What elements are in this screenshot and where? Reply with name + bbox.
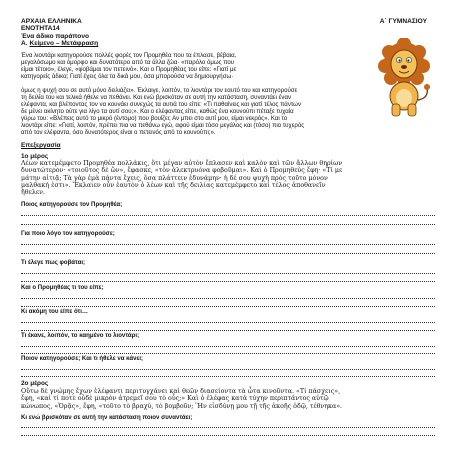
section-title bbox=[21, 40, 435, 47]
translation-line: δε μένει ακίνητο ούτε για λίγο τα αυτί σου;». Και ο ελέφαντας είπε, καθώς ένα κουνούπι πέταξε τυχαία bbox=[21, 108, 294, 116]
worksheet-header bbox=[21, 18, 435, 48]
translation-line: όμως η ψυχή σου σε αυτό μόνο δειλιάζει». Έκλαιγε, λοιπόν, το λιοντάρι τον εαυτό του και κατηγορούσε bbox=[21, 87, 298, 94]
grade-label: Α΄ ΓΥΜΝΑΣΙΟΥ bbox=[379, 18, 427, 25]
question-8: Κι ενώ βρισκόταν σε αυτή την κατάσταση ποιον συναντάει; bbox=[21, 414, 193, 421]
part1-label: 1ο μέρος bbox=[21, 153, 49, 160]
translation-line: είμαι τέτοιο», έλεγε, «φοβάμαι τον πετεινό». Και ο Προμηθέας του είπε: «Γιατί με bbox=[21, 66, 237, 74]
translation-text-top bbox=[21, 52, 366, 80]
question-2: Για ποιο λόγο τον κατηγορούσε; bbox=[21, 230, 115, 237]
question-3: Τι έλεγε πως φοβάται; bbox=[21, 259, 86, 266]
translation-line: από τον ελέφαντα, όσο δυνατότερος είναι ο πετεινός από το κουνούπι;». bbox=[21, 129, 216, 137]
part2-label: 2ο μέρος bbox=[21, 380, 49, 387]
ancient-line: ἔφη, «καὶ τί ποτε οὐδὲ μικρὸν ἀτρεμεῖ σου τὸ οὖς;» Καὶ ὁ ἐλέφας κατὰ τύχην περιπτάντος αὐτῷ bbox=[21, 395, 329, 403]
worksheet-page bbox=[21, 18, 435, 436]
answer-line[interactable] bbox=[21, 243, 435, 245]
ancient-text-part2 bbox=[21, 388, 435, 410]
answer-line[interactable] bbox=[21, 297, 435, 299]
answer-line[interactable] bbox=[21, 252, 435, 254]
section-name: Κείμενο – Μετάφραση bbox=[29, 40, 99, 48]
lesson-subtitle: Ένα άδικο παράπονο bbox=[21, 32, 90, 40]
ancient-line: μαλθακή ἐστι». Ἔκλαιεν οὖν ἑαυτὸν ὁ λέων καὶ τῆς δειλίας κατεμέμφετο καὶ τέλος ἀποθανεῖν bbox=[21, 181, 326, 189]
ancient-text-part1 bbox=[21, 160, 435, 196]
answer-line[interactable] bbox=[21, 223, 435, 225]
answer-line[interactable] bbox=[21, 214, 435, 216]
subject-title: ΑΡΧΑΙΑ ΕΛΛΗΝΙΚΑ bbox=[21, 18, 82, 25]
answer-line[interactable] bbox=[21, 305, 435, 307]
translation-line: τη δειλία του και τελικά ήθελε να πεθάνει. Και ενώ βρισκόταν σε αυτή την κατάσταση, συναντάει έναν bbox=[21, 94, 292, 102]
question-5: Κι ακόμη του είπε ότι… bbox=[21, 308, 89, 315]
answer-line[interactable] bbox=[21, 345, 435, 347]
answer-line[interactable] bbox=[21, 280, 435, 282]
translation-text-bottom bbox=[21, 87, 391, 136]
translation-line: μεγαλόσωμο και όμορφο και δυνατότερο από τα άλλα ζώα· «παρόλο όμως που bbox=[21, 59, 235, 67]
answer-line[interactable] bbox=[21, 375, 435, 377]
unit-title: ΕΝΟΤΗΤΑ14 bbox=[21, 25, 60, 33]
ancient-line: ἤθελεν. bbox=[21, 189, 45, 197]
answer-line[interactable] bbox=[21, 352, 435, 354]
translation-line: Ένα λιοντάρι κατηγορούσε πολλές φορές τον Προμηθέα που τα έπλασε, βέβαια, bbox=[21, 52, 237, 59]
question-4: Και ο Προμηθέας τι του είπε; bbox=[21, 284, 104, 291]
translation-line: λιοντάρι είπε: «Γιατί, λοιπόν, πρέπει πια να πεθάνω εγώ, αφού είμαι τόσο μεγάλος και (τόσο) πιο τυχερός bbox=[21, 122, 305, 130]
question-6: Τι έκανε, λοιπόν, το καημένο το λιοντάρι; bbox=[21, 332, 140, 339]
ancient-line: δυνατώτερον· «τοιοῦτος δὲ ὤν», ἔφασκε, «τὸν ἀλεκτρυόνα φοβοῦμαι». Καὶ ὁ Προμηθεὺς ἔφη· «Τί με bbox=[21, 167, 343, 175]
translation-line: γύρω του: «Βλέπεις αυτό το μικρό (έντομο) που βουίζει; Αν μπει στο αυτί μου, είμαι νεκρός». Και το bbox=[21, 115, 288, 123]
answer-line[interactable] bbox=[21, 434, 435, 436]
question-7: Ποιον κατηγορούσε; Και τι ήθελε να κάνει; bbox=[21, 355, 144, 362]
answer-line[interactable] bbox=[21, 272, 435, 274]
answer-line[interactable] bbox=[21, 426, 435, 428]
translation-line: κατηγορείς άδικα; Γιατί έχεις όλα τα δικά μου, όσα μπορούσα να δημιουργήσω· bbox=[21, 73, 234, 81]
ancient-line: κώνωπος, «Ὁρᾷς», ἔφη, «τοῦτο τὸ βραχὺ, τὸ βομβοῦν; Ἢν εἰσδύνῃ μου τῇ τῆς ἀκοῆς ὁδῷ, τέθνηκα». bbox=[21, 402, 343, 410]
exercises-heading: Επεξεργασία bbox=[21, 142, 61, 149]
section-prefix: Α. bbox=[21, 40, 28, 48]
ancient-line: Λέων κατεμέμφετο Προμηθέα πολλάκις, ὅτι μέγαν αὐτὸν ἔπλασεν καὶ καλὸν καὶ τῶν ἄλλων θηρίων bbox=[21, 160, 343, 167]
answer-line[interactable] bbox=[21, 368, 435, 370]
ancient-line: Οὕτω δὲ γνώμης ἔχων ἐλέφαντι περιτυγχάνει καὶ θεῶν διασείοντα τὰ ὦτα κινοῦντα. «Τί πάσχεις», bbox=[21, 388, 341, 395]
answer-line[interactable] bbox=[21, 321, 435, 323]
answer-line[interactable] bbox=[21, 329, 435, 331]
ancient-line: μάτην αἰτιᾷ; Τὰ γὰρ ἐμὰ πάντα ἔχεις, ὅσα πλάττειν ἐδυνάμην· ἡ δέ σου ψυχὴ πρὸς τοῦτο μόνον bbox=[21, 174, 328, 182]
question-1: Ποιος κατηγορούσε τον Προμηθέα; bbox=[21, 201, 123, 208]
translation-line: ελέφαντα, και βλέποντας τον να κουνάει συνεχώς τα αυτιά του είπε: «Τι παθαίνεις και γιατί τέλος πάντων bbox=[21, 101, 301, 109]
